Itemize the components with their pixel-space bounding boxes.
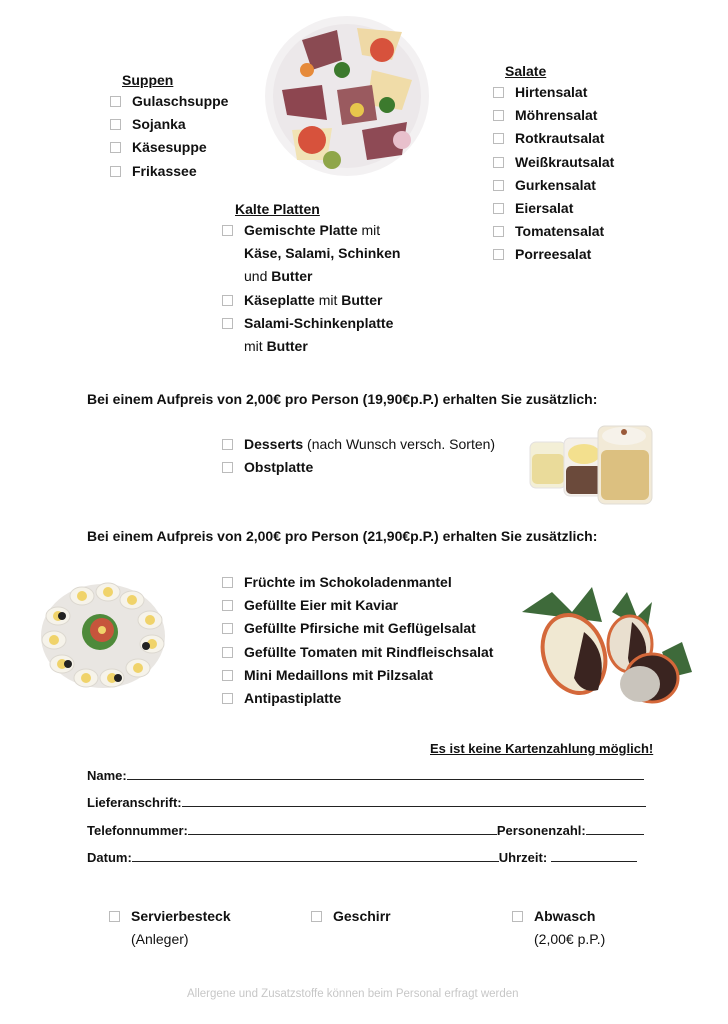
dessert-glasses-image <box>524 420 656 508</box>
list-item[interactable]: Antipastiplatte <box>222 687 493 710</box>
date-label: Datum: <box>87 850 132 865</box>
name-label: Name: <box>87 768 127 783</box>
list-item[interactable]: Gefüllte Eier mit Kaviar <box>222 594 493 617</box>
list-item[interactable]: Sojanka <box>110 113 228 136</box>
name-row <box>87 767 647 784</box>
checkbox[interactable] <box>493 110 504 121</box>
list-item[interactable]: Weißkrautsalat <box>493 151 614 174</box>
salate-list <box>493 81 614 267</box>
checkbox[interactable] <box>493 180 504 191</box>
checkbox[interactable] <box>222 577 233 588</box>
checkbox[interactable] <box>109 911 120 922</box>
date-row <box>87 849 647 866</box>
upgrade-1-text: Bei einem Aufpreis von 2,00€ pro Person (19,90€p.P.) erhalten Sie zusätzlich: <box>87 391 598 407</box>
checkbox[interactable] <box>493 87 504 98</box>
list-item[interactable]: Gurkensalat <box>493 174 614 197</box>
list-item[interactable]: Desserts (nach Wunsch versch. Sorten) <box>222 433 495 456</box>
stuffed-eggs-image <box>38 580 168 692</box>
list-item[interactable]: Tomatensalat <box>493 220 614 243</box>
salate-section <box>493 63 614 267</box>
phone-label: Telefonnummer: <box>87 823 188 838</box>
checkbox[interactable] <box>222 318 233 329</box>
phone-row <box>87 822 647 839</box>
checkbox[interactable] <box>222 623 233 634</box>
checkbox[interactable] <box>222 600 233 611</box>
list-item[interactable]: Frikassee <box>110 160 228 183</box>
suppen-section <box>110 72 228 183</box>
suppen-list <box>110 90 228 183</box>
address-label: Lieferanschrift: <box>87 795 182 810</box>
time-field[interactable] <box>551 849 637 862</box>
list-item[interactable]: Eiersalat <box>493 197 614 220</box>
date-field[interactable] <box>132 849 499 862</box>
extra-geschirr[interactable]: Geschirr <box>311 905 391 928</box>
list-item[interactable]: Hirtensalat <box>493 81 614 104</box>
list-item[interactable]: Rotkrautsalat <box>493 127 614 150</box>
phone-field[interactable] <box>188 822 497 835</box>
salate-heading: Salate <box>505 63 547 79</box>
persons-label: Personenzahl: <box>496 823 586 838</box>
chocolate-strawberries-image <box>512 582 698 710</box>
list-item[interactable]: Salami-Schinkenplatte mit Butter <box>222 312 400 358</box>
list-item[interactable]: Käseplatte mit Butter <box>222 289 400 312</box>
checkbox[interactable] <box>493 249 504 260</box>
suppen-heading: Suppen <box>122 72 174 88</box>
list-item[interactable]: Gefüllte Tomaten mit Rindfleischsalat <box>222 641 493 664</box>
upgrade-2-list <box>222 571 493 710</box>
kalte-platten-list <box>222 219 400 358</box>
list-item[interactable]: Früchte im Schokoladenmantel <box>222 571 493 594</box>
upgrade-1-section <box>222 433 495 479</box>
checkbox[interactable] <box>222 693 233 704</box>
checkbox[interactable] <box>222 295 233 306</box>
checkbox[interactable] <box>110 166 121 177</box>
checkbox[interactable] <box>110 96 121 107</box>
list-item[interactable]: Möhrensalat <box>493 104 614 127</box>
kalte-platten-heading: Kalte Platten <box>235 201 320 217</box>
list-item[interactable]: Porreesalat <box>493 243 614 266</box>
list-item[interactable]: Mini Medaillons mit Pilzsalat <box>222 664 493 687</box>
persons-field[interactable] <box>586 822 644 835</box>
upgrade-1-list <box>222 433 495 479</box>
checkbox[interactable] <box>493 133 504 144</box>
name-field[interactable] <box>127 767 644 780</box>
checkbox[interactable] <box>311 911 322 922</box>
no-card-payment-notice: Es ist keine Kartenzahlung möglich! <box>430 741 654 756</box>
extra-abwasch[interactable]: Abwasch (2,00€ p.P.) <box>512 905 605 951</box>
time-label: Uhrzeit: <box>498 850 548 865</box>
checkbox[interactable] <box>110 119 121 130</box>
checkbox[interactable] <box>493 226 504 237</box>
list-item[interactable]: Gefüllte Pfirsiche mit Geflügelsalat <box>222 617 493 640</box>
address-row <box>87 794 647 811</box>
allergen-footer: Allergene und Zusatzstoffe können beim Personal erfragt werden <box>187 988 519 1000</box>
checkbox[interactable] <box>222 225 233 236</box>
checkbox[interactable] <box>222 439 233 450</box>
extra-servierbesteck[interactable]: Servierbesteck (Anleger) <box>109 905 231 951</box>
cold-cuts-platter-image <box>262 10 432 178</box>
address-field[interactable] <box>182 794 646 807</box>
checkbox[interactable] <box>493 157 504 168</box>
kalte-platten-section <box>222 201 400 358</box>
checkbox[interactable] <box>222 462 233 473</box>
list-item[interactable]: Obstplatte <box>222 456 495 479</box>
list-item[interactable]: Käsesuppe <box>110 136 228 159</box>
upgrade-2-text: Bei einem Aufpreis von 2,00€ pro Person (21,90€p.P.) erhalten Sie zusätzlich: <box>87 528 598 544</box>
checkbox[interactable] <box>493 203 504 214</box>
list-item[interactable]: Gemischte Platte mit Käse, Salami, Schinken und Butter <box>222 219 400 289</box>
list-item[interactable]: Gulaschsuppe <box>110 90 228 113</box>
upgrade-2-section <box>222 571 493 710</box>
checkbox[interactable] <box>512 911 523 922</box>
checkbox[interactable] <box>110 142 121 153</box>
checkbox[interactable] <box>222 670 233 681</box>
checkbox[interactable] <box>222 647 233 658</box>
